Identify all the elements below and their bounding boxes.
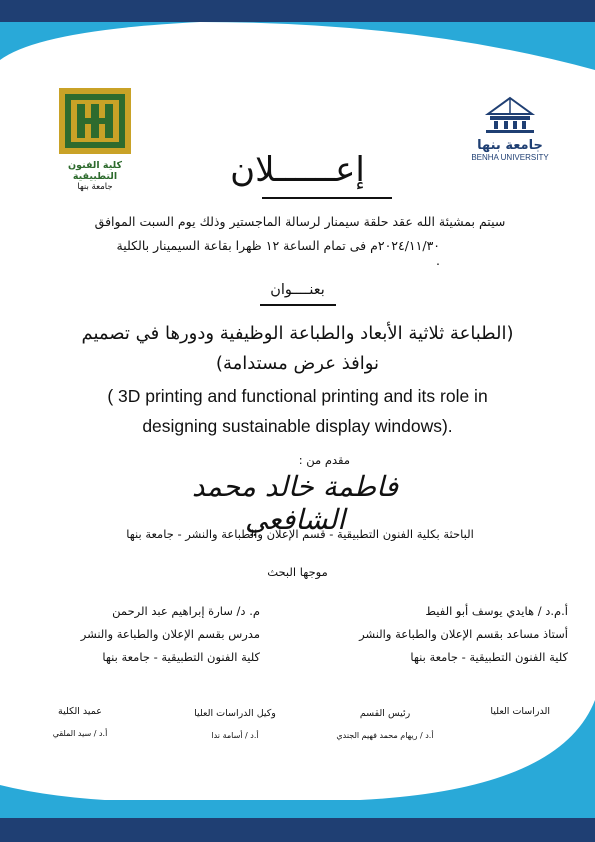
university-logo-arabic: جامعة بنها	[477, 138, 543, 153]
signatory-department-head	[320, 708, 450, 740]
supervisor-right-title: أستاذ مساعد بقسم الإعلان والطباعة والنشر	[359, 627, 568, 641]
supervisors-heading: موجها البحث	[267, 565, 328, 579]
signatory-name: أ.د / ريهام محمد فهيم الجندي	[336, 731, 434, 740]
faculty-emblem-icon	[57, 86, 133, 156]
announcement-line-2: ٢٠٢٤/١١/٣٠م فى تمام الساعة ١٢ ظهرا بقاعة السيمينار بالكلية .	[116, 238, 440, 268]
signatory-role: عميد الكلية	[58, 706, 102, 717]
presenter-label: مقدم من :	[298, 453, 350, 467]
signatory-dean	[30, 706, 130, 738]
supervisor-left-org: كلية الفنون التطبيقية - جامعة بنها	[102, 650, 260, 664]
faculty-logo-text: كلية الفنون التطبيقية	[68, 160, 122, 182]
supervisor-left-name: م. د/ سارة إبراهيم عبد الرحمن	[112, 604, 260, 618]
top-left-swoosh	[0, 22, 200, 60]
faculty-logo-subtext: جامعة بنها	[77, 182, 113, 192]
thesis-arabic-line-1: (الطباعة ثلاثية الأبعاد والطباعة الوظيفية ودورها في تصميم	[81, 323, 514, 344]
signatory-name: أ.د / سيد الملقي	[52, 729, 108, 738]
supervisor-right-name: أ.م.د / هايدي يوسف أبو الفيط	[425, 604, 568, 618]
announcement-line-1: سيتم بمشيئة الله عقد حلقة سيمنار لرسالة الماجستير وذلك يوم السبت الموافق	[94, 214, 506, 229]
top-cyan-swoosh	[200, 22, 595, 70]
supervisor-right-org: كلية الفنون التطبيقية - جامعة بنها	[410, 650, 568, 664]
signatory-vice-dean	[170, 708, 300, 740]
signatory-role: وكيل الدراسات العليا	[194, 708, 276, 719]
supervisor-left	[30, 600, 260, 669]
signatory-role: الدراسات العليا	[490, 706, 550, 717]
bottom-cyan-band	[0, 800, 595, 818]
bottom-left-swoosh	[0, 785, 150, 802]
signatory-name: أ.د / أسامة ندا	[211, 731, 259, 740]
top-navy-bar	[0, 0, 595, 22]
thesis-english-line-2: designing sustainable display windows).	[142, 416, 453, 436]
bottom-navy-bar	[0, 818, 595, 842]
presenter-affiliation: الباحثة بكلية الفنون التطبيقية - قسم الإعلان والطباعة والنشر - جامعة بنها	[126, 527, 474, 541]
signatory-role: رئيس القسم	[359, 708, 411, 719]
thesis-heading-underline	[260, 304, 336, 306]
benha-building-icon	[480, 96, 540, 134]
signatory-graduate-studies	[470, 706, 550, 717]
announcement-title: إعــــــلان	[230, 150, 365, 190]
supervisor-right	[320, 600, 568, 669]
thesis-arabic-line-2: نوافذ عرض مستدامة)	[215, 353, 380, 374]
presenter-name: فاطمة خالد محمد الشافعي	[191, 470, 399, 536]
supervisor-left-title: مدرس بقسم الإعلان والطباعة والنشر	[80, 627, 260, 641]
thesis-heading: بعنــــوان	[270, 282, 325, 298]
university-logo-english: BENHA UNIVERSITY	[471, 153, 549, 162]
title-underline	[262, 197, 392, 199]
thesis-english-line-1: ( 3D printing and functional printing and its role in	[107, 386, 488, 406]
